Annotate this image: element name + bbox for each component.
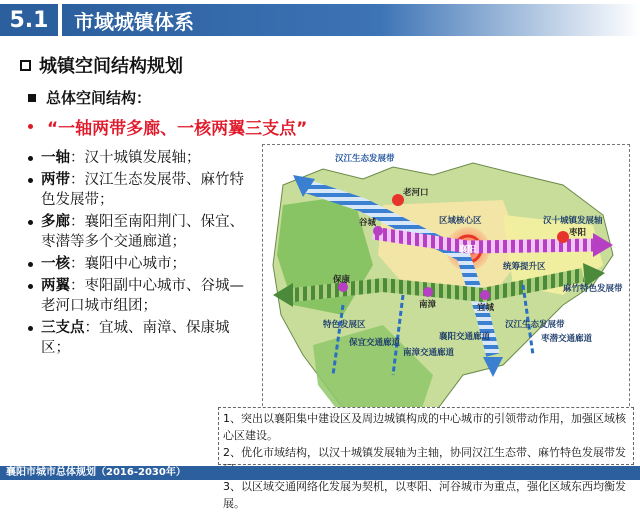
bullet-term: 多廊	[41, 214, 70, 230]
label-core-zone: 区域核心区	[439, 216, 482, 226]
bullet-text: ：枣阳副中心城市、谷城—老河口城市组团；	[41, 278, 244, 314]
bullet-dot-icon	[28, 284, 33, 289]
town-nanzhang	[423, 287, 433, 297]
bullet-term: 两翼	[41, 278, 70, 294]
bullet-dot-icon	[28, 326, 33, 331]
bullet-term: 三支点	[41, 320, 85, 336]
label-nanzhang-corridor: 南漳交通廊道	[403, 348, 455, 358]
bullet-text: ：汉十城镇发展轴；	[70, 150, 201, 166]
bullet-text: ：襄阳中心城市；	[70, 256, 186, 272]
bullet-term: 一轴	[41, 150, 70, 166]
bullet-list	[28, 148, 258, 360]
list-item	[28, 276, 258, 316]
label-baoyi-corridor: 保宜交通廊道	[349, 338, 401, 348]
list-item	[28, 170, 258, 210]
town-zaoyang	[557, 231, 569, 243]
red-dot-icon	[28, 124, 33, 129]
bullet-text: ：宜城、南漳、保康城区；	[41, 320, 230, 356]
town-label-yicheng: 宜城	[477, 303, 495, 313]
label-xiangnan-corridor: 襄阳交通廊道	[439, 332, 491, 342]
label-zaoqian-corridor: 枣潜交通廊道	[541, 334, 593, 344]
bullet-dot-icon	[28, 262, 33, 267]
town-label-gucheng: 谷城	[359, 218, 377, 228]
section-title: 市域城镇体系	[62, 4, 640, 36]
note-line: 2、优化市域结构，以汉十城镇发展轴为主轴，协同汉江生态带、麻竹特色发展带发	[223, 446, 626, 459]
town-label-laohekou: 老河口	[403, 188, 429, 198]
bullet-dot-icon	[28, 156, 33, 161]
bullet-term: 一核	[41, 256, 70, 272]
subtitle-text: 城镇空间结构规划	[39, 56, 183, 77]
filled-square-icon	[28, 94, 36, 102]
note-line: 1、突出以襄阳集中建设区及周边城镇构成的中心城市的引领带动作用，加强区域核心区建设。	[223, 412, 626, 442]
town-yicheng	[480, 290, 490, 300]
hollow-square-icon	[20, 60, 31, 71]
level1-text: 总体空间结构：	[46, 89, 152, 107]
list-item	[28, 254, 258, 274]
bullet-term: 两带	[41, 172, 70, 188]
list-item	[28, 148, 258, 168]
bullet-text: ：襄阳至南阳荆门、保宜、枣潜等多个交通廊道；	[41, 214, 244, 250]
town-label-baokang: 保康	[333, 275, 351, 285]
footer-bar	[0, 466, 640, 480]
label-hanshi-axis: 汉十城镇发展轴	[543, 216, 603, 226]
label-coordinated-zone: 统筹提升区	[503, 262, 546, 272]
section-number: 5.1	[0, 4, 58, 36]
bullet-text: ：汉江生态发展带、麻竹特色发展带；	[41, 172, 244, 208]
slide-header	[0, 0, 640, 40]
subtitle	[20, 52, 183, 78]
town-label-xiangyang: 襄阳	[459, 245, 477, 255]
footer-text: 襄阳市城市总体规划（2016-2030年）	[6, 467, 186, 478]
label-hanjiang-band: 汉江生态发展带	[335, 154, 395, 164]
bullet-dot-icon	[28, 178, 33, 183]
list-item	[28, 318, 258, 358]
town-label-nanzhang: 南漳	[419, 300, 437, 310]
label-hanjiang-band-2: 汉江生态发展带	[505, 320, 565, 330]
level1-heading	[28, 87, 151, 108]
list-item	[28, 212, 258, 252]
note-line: 3、以区域交通网络化发展为契机，以枣阳、河谷城市为重点，强化区域东西均衡发展。	[223, 480, 626, 510]
town-label-zaoyang: 枣阳	[569, 228, 587, 238]
structure-quote	[28, 114, 307, 139]
label-feature-zone: 特色发展区	[323, 320, 366, 330]
bullet-dot-icon	[28, 220, 33, 225]
notes-box	[218, 407, 634, 510]
label-mazhu-band: 麻竹特色发展带	[563, 284, 623, 294]
quote-text: “一轴两带多廊、一核两翼三支点”	[47, 119, 308, 139]
